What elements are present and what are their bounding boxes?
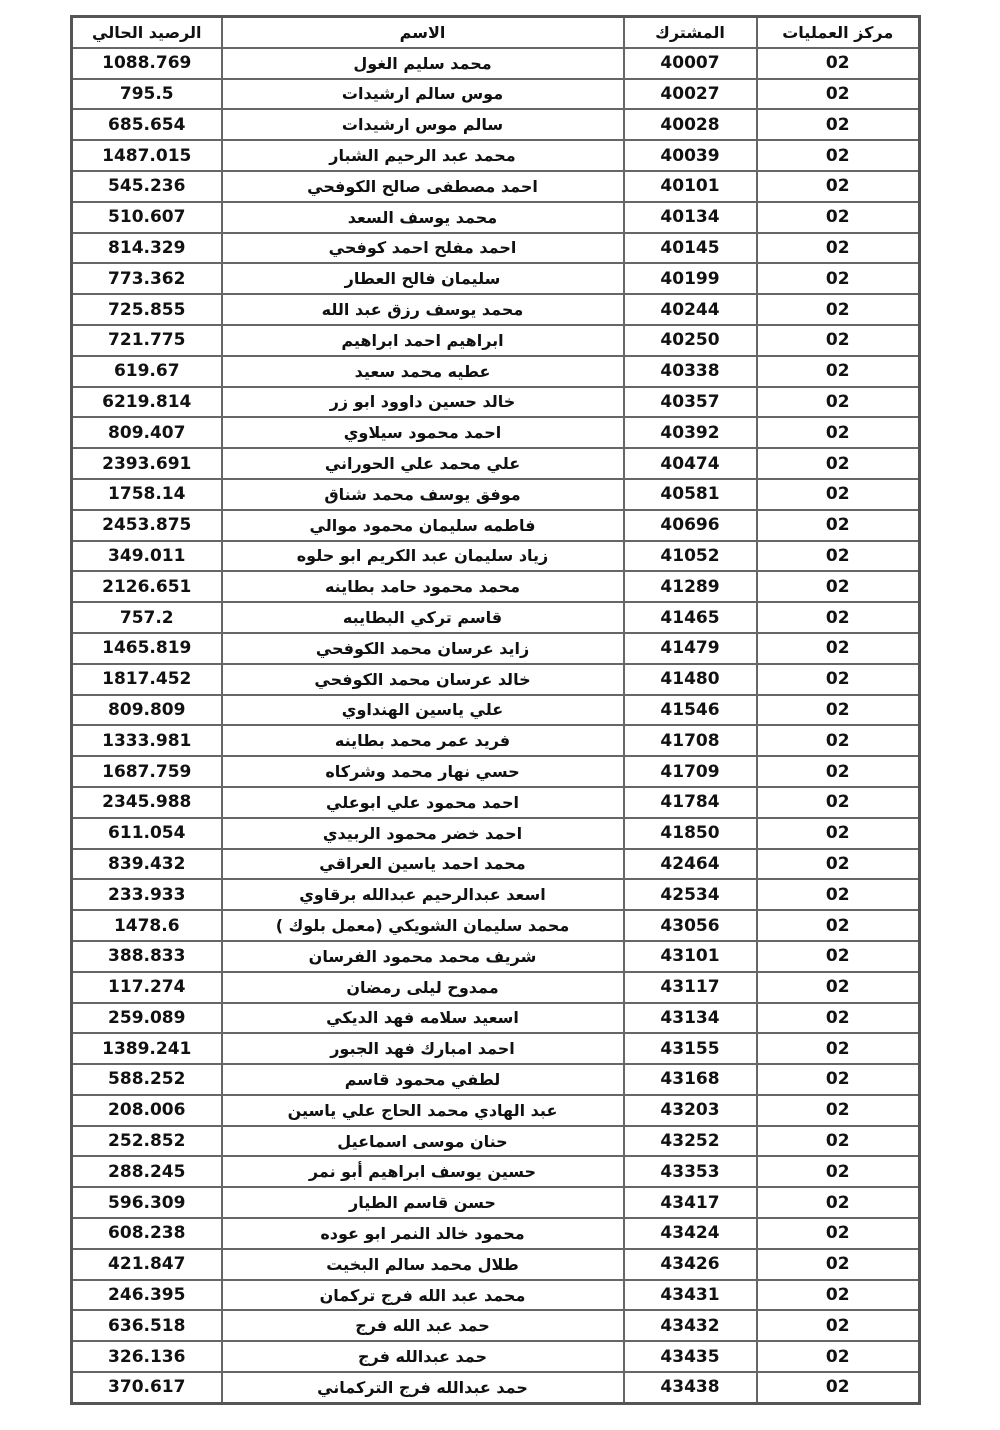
name-cell: احمد محمود سيلاوي: [222, 417, 624, 448]
table-row: [72, 941, 920, 972]
subscriber-cell: 43203: [624, 1095, 757, 1126]
balance-cell: 1817.452: [72, 664, 222, 695]
name-cell: طلال محمد سالم البخيت: [222, 1249, 624, 1280]
balance-cell: 809.809: [72, 695, 222, 726]
balance-cell: 2393.691: [72, 448, 222, 479]
subscriber-cell: 43417: [624, 1187, 757, 1218]
subscriber-cell: 43353: [624, 1156, 757, 1187]
subscriber-cell: 40392: [624, 417, 757, 448]
balance-cell: 510.607: [72, 202, 222, 233]
subscriber-cell: 40581: [624, 479, 757, 510]
name-cell: محمد عبد الرحيم الشبار: [222, 140, 624, 171]
balance-cell: 1487.015: [72, 140, 222, 171]
operations-center-cell: 02: [757, 1033, 920, 1064]
balance-cell: 725.855: [72, 294, 222, 325]
operations-center-cell: 02: [757, 633, 920, 664]
table-row: [72, 109, 920, 140]
operations-center-cell: 02: [757, 387, 920, 418]
table-row: [72, 756, 920, 787]
balance-cell: 1088.769: [72, 48, 222, 79]
balance-cell: 246.395: [72, 1280, 222, 1311]
name-cell: سليمان فالح العطار: [222, 263, 624, 294]
subscriber-cell: 40474: [624, 448, 757, 479]
name-cell: سالم موس ارشيدات: [222, 109, 624, 140]
balance-cell: 2453.875: [72, 510, 222, 541]
table-row: [72, 725, 920, 756]
operations-center-cell: 02: [757, 79, 920, 110]
table-row: [72, 972, 920, 1003]
name-cell: محمد محمود حامد بطاينه: [222, 571, 624, 602]
table-row: [72, 356, 920, 387]
name-cell: محمد سليمان الشويكي (معمل بلوك ): [222, 910, 624, 941]
name-cell: احمد خضر محمود الربيدي: [222, 818, 624, 849]
subscriber-cell: 41479: [624, 633, 757, 664]
balance-cell: 326.136: [72, 1341, 222, 1372]
subscriber-cell: 40199: [624, 263, 757, 294]
operations-center-cell: 02: [757, 1249, 920, 1280]
table-row: [72, 818, 920, 849]
name-cell: حسين يوسف ابراهيم أبو نمر: [222, 1156, 624, 1187]
name-cell: اسعد عبدالرحيم عبدالله برقاوي: [222, 879, 624, 910]
balance-cell: 2126.651: [72, 571, 222, 602]
table-row: [72, 448, 920, 479]
subscriber-cell: 43438: [624, 1372, 757, 1403]
subscriber-cell: 41850: [624, 818, 757, 849]
balance-cell: 839.432: [72, 849, 222, 880]
table-row: [72, 387, 920, 418]
operations-center-cell: 02: [757, 787, 920, 818]
balance-cell: 757.2: [72, 602, 222, 633]
balance-cell: 370.617: [72, 1372, 222, 1403]
operations-center-cell: 02: [757, 448, 920, 479]
name-cell: شريف محمد محمود الفرسان: [222, 941, 624, 972]
operations-center-cell: 02: [757, 1280, 920, 1311]
subscriber-cell: 40039: [624, 140, 757, 171]
operations-center-cell: 02: [757, 541, 920, 572]
balance-cell: 611.054: [72, 818, 222, 849]
subscriber-cell: 40145: [624, 233, 757, 264]
balance-cell: 117.274: [72, 972, 222, 1003]
operations-center-cell: 02: [757, 510, 920, 541]
operations-center-cell: 02: [757, 818, 920, 849]
name-cell: محمد احمد ياسين العراقي: [222, 849, 624, 880]
table-row: [72, 602, 920, 633]
balance-cell: 349.011: [72, 541, 222, 572]
name-cell: موس سالم ارشيدات: [222, 79, 624, 110]
subscriber-cell: 42464: [624, 849, 757, 880]
header-subscriber: المشترك: [624, 17, 757, 48]
header-operations-center: مركز العمليات: [757, 17, 920, 48]
table-row: [72, 202, 920, 233]
subscriber-cell: 40244: [624, 294, 757, 325]
name-cell: خالد حسين داوود ابو زر: [222, 387, 624, 418]
table-row: [72, 1126, 920, 1157]
balance-cell: 388.833: [72, 941, 222, 972]
balance-cell: 721.775: [72, 325, 222, 356]
balance-cell: 1389.241: [72, 1033, 222, 1064]
table-row: [72, 1156, 920, 1187]
name-cell: لطفي محمود قاسم: [222, 1064, 624, 1095]
operations-center-cell: 02: [757, 1372, 920, 1403]
table-row: [72, 263, 920, 294]
table-row: [72, 1003, 920, 1034]
balance-cell: 809.407: [72, 417, 222, 448]
table-row: [72, 1249, 920, 1280]
name-cell: احمد مفلح احمد كوفحي: [222, 233, 624, 264]
table-header-row: [72, 17, 920, 48]
subscriber-cell: 40357: [624, 387, 757, 418]
subscriber-cell: 43432: [624, 1310, 757, 1341]
operations-center-cell: 02: [757, 941, 920, 972]
subscriber-cell: 40101: [624, 171, 757, 202]
balance-cell: 288.245: [72, 1156, 222, 1187]
name-cell: خالد عرسان محمد الكوفحي: [222, 664, 624, 695]
subscriber-cell: 42534: [624, 879, 757, 910]
name-cell: فاطمه سليمان محمود موالي: [222, 510, 624, 541]
table-row: [72, 1341, 920, 1372]
header-name: الاسم: [222, 17, 624, 48]
balance-cell: 1465.819: [72, 633, 222, 664]
operations-center-cell: 02: [757, 972, 920, 1003]
balance-cell: 208.006: [72, 1095, 222, 1126]
table-row: [72, 787, 920, 818]
operations-center-cell: 02: [757, 171, 920, 202]
table-row: [72, 510, 920, 541]
table-row: [72, 233, 920, 264]
subscriber-cell: 41709: [624, 756, 757, 787]
operations-center-cell: 02: [757, 479, 920, 510]
header-current-balance: الرصيد الحالي: [72, 17, 222, 48]
name-cell: احمد امبارك فهد الجبور: [222, 1033, 624, 1064]
subscriber-cell: 43431: [624, 1280, 757, 1311]
table-row: [72, 1064, 920, 1095]
table-row: [72, 879, 920, 910]
subscriber-cell: 43426: [624, 1249, 757, 1280]
subscriber-cell: 41784: [624, 787, 757, 818]
name-cell: احمد مصطفى صالح الكوفحي: [222, 171, 624, 202]
subscriber-cell: 43252: [624, 1126, 757, 1157]
subscriber-cell: 43435: [624, 1341, 757, 1372]
table-row: [72, 849, 920, 880]
subscriber-cell: 41289: [624, 571, 757, 602]
operations-center-cell: 02: [757, 1310, 920, 1341]
name-cell: ابراهيم احمد ابراهيم: [222, 325, 624, 356]
table-row: [72, 1372, 920, 1403]
balance-cell: 596.309: [72, 1187, 222, 1218]
name-cell: ممدوح ليلى رمضان: [222, 972, 624, 1003]
operations-center-cell: 02: [757, 1003, 920, 1034]
table-row: [72, 695, 920, 726]
subscriber-cell: 43155: [624, 1033, 757, 1064]
table-row: [72, 1218, 920, 1249]
operations-center-cell: 02: [757, 1095, 920, 1126]
operations-center-cell: 02: [757, 263, 920, 294]
operations-center-cell: 02: [757, 910, 920, 941]
balance-cell: 608.238: [72, 1218, 222, 1249]
name-cell: علي محمد علي الحوراني: [222, 448, 624, 479]
table-row: [72, 1095, 920, 1126]
subscriber-cell: 40027: [624, 79, 757, 110]
balance-cell: 1333.981: [72, 725, 222, 756]
balance-cell: 233.933: [72, 879, 222, 910]
name-cell: قاسم تركي البطايبه: [222, 602, 624, 633]
table-row: [72, 140, 920, 171]
name-cell: محمد يوسف السعد: [222, 202, 624, 233]
table-row: [72, 79, 920, 110]
name-cell: احمد محمود علي ابوعلي: [222, 787, 624, 818]
subscriber-cell: 40134: [624, 202, 757, 233]
name-cell: حسي نهار محمد وشركاه: [222, 756, 624, 787]
subscriber-cell: 41465: [624, 602, 757, 633]
name-cell: محمد يوسف رزق عبد الله: [222, 294, 624, 325]
table-row: [72, 664, 920, 695]
operations-center-cell: 02: [757, 325, 920, 356]
subscriber-cell: 41052: [624, 541, 757, 572]
operations-center-cell: 02: [757, 1126, 920, 1157]
operations-center-cell: 02: [757, 202, 920, 233]
operations-center-cell: 02: [757, 294, 920, 325]
balance-cell: 6219.814: [72, 387, 222, 418]
name-cell: محمود خالد النمر ابو عوده: [222, 1218, 624, 1249]
table-row: [72, 171, 920, 202]
table-row: [72, 910, 920, 941]
operations-center-cell: 02: [757, 417, 920, 448]
name-cell: عبد الهادي محمد الحاج علي ياسين: [222, 1095, 624, 1126]
operations-center-cell: 02: [757, 602, 920, 633]
balance-cell: 1758.14: [72, 479, 222, 510]
table-row: [72, 1310, 920, 1341]
name-cell: حمد عبدالله فرج التركماني: [222, 1372, 624, 1403]
name-cell: عطيه محمد سعيد: [222, 356, 624, 387]
operations-center-cell: 02: [757, 1156, 920, 1187]
name-cell: حنان موسى اسماعيل: [222, 1126, 624, 1157]
operations-center-cell: 02: [757, 849, 920, 880]
subscribers-balance-table: [70, 15, 921, 1405]
operations-center-cell: 02: [757, 1064, 920, 1095]
subscriber-cell: 43168: [624, 1064, 757, 1095]
name-cell: زياد سليمان عبد الكريم ابو حلوه: [222, 541, 624, 572]
table-row: [72, 1033, 920, 1064]
table-row: [72, 633, 920, 664]
name-cell: علي ياسين الهنداوي: [222, 695, 624, 726]
subscriber-cell: 43424: [624, 1218, 757, 1249]
balance-cell: 1478.6: [72, 910, 222, 941]
operations-center-cell: 02: [757, 48, 920, 79]
operations-center-cell: 02: [757, 695, 920, 726]
balance-cell: 1687.759: [72, 756, 222, 787]
table-row: [72, 48, 920, 79]
name-cell: زايد عرسان محمد الكوفحي: [222, 633, 624, 664]
operations-center-cell: 02: [757, 571, 920, 602]
balance-cell: 545.236: [72, 171, 222, 202]
name-cell: محمد سليم الغول: [222, 48, 624, 79]
operations-center-cell: 02: [757, 664, 920, 695]
operations-center-cell: 02: [757, 140, 920, 171]
subscriber-cell: 41708: [624, 725, 757, 756]
name-cell: حمد عبد الله فرج: [222, 1310, 624, 1341]
balance-cell: 252.852: [72, 1126, 222, 1157]
table-row: [72, 541, 920, 572]
balance-cell: 773.362: [72, 263, 222, 294]
subscriber-cell: 43101: [624, 941, 757, 972]
operations-center-cell: 02: [757, 725, 920, 756]
balance-cell: 421.847: [72, 1249, 222, 1280]
subscriber-cell: 43134: [624, 1003, 757, 1034]
balance-cell: 619.67: [72, 356, 222, 387]
operations-center-cell: 02: [757, 1341, 920, 1372]
table-row: [72, 417, 920, 448]
balance-cell: 636.518: [72, 1310, 222, 1341]
operations-center-cell: 02: [757, 879, 920, 910]
balance-cell: 814.329: [72, 233, 222, 264]
name-cell: حسن قاسم الطيار: [222, 1187, 624, 1218]
operations-center-cell: 02: [757, 356, 920, 387]
subscriber-cell: 40250: [624, 325, 757, 356]
balance-cell: 259.089: [72, 1003, 222, 1034]
balance-cell: 588.252: [72, 1064, 222, 1095]
operations-center-cell: 02: [757, 1187, 920, 1218]
table-row: [72, 571, 920, 602]
table-row: [72, 294, 920, 325]
balance-cell: 2345.988: [72, 787, 222, 818]
table-row: [72, 325, 920, 356]
operations-center-cell: 02: [757, 109, 920, 140]
operations-center-cell: 02: [757, 233, 920, 264]
subscriber-cell: 40696: [624, 510, 757, 541]
subscriber-cell: 40028: [624, 109, 757, 140]
subscriber-cell: 43056: [624, 910, 757, 941]
table-row: [72, 479, 920, 510]
operations-center-cell: 02: [757, 1218, 920, 1249]
subscriber-cell: 40338: [624, 356, 757, 387]
subscriber-cell: 41480: [624, 664, 757, 695]
table-row: [72, 1280, 920, 1311]
name-cell: موفق يوسف محمد شناق: [222, 479, 624, 510]
name-cell: فريد عمر محمد بطاينه: [222, 725, 624, 756]
name-cell: اسعيد سلامه فهد الديكي: [222, 1003, 624, 1034]
balance-cell: 685.654: [72, 109, 222, 140]
subscriber-cell: 41546: [624, 695, 757, 726]
name-cell: محمد عبد الله فرج تركمان: [222, 1280, 624, 1311]
subscriber-cell: 43117: [624, 972, 757, 1003]
subscriber-cell: 40007: [624, 48, 757, 79]
table-row: [72, 1187, 920, 1218]
name-cell: حمد عبدالله فرج: [222, 1341, 624, 1372]
operations-center-cell: 02: [757, 756, 920, 787]
balance-cell: 795.5: [72, 79, 222, 110]
